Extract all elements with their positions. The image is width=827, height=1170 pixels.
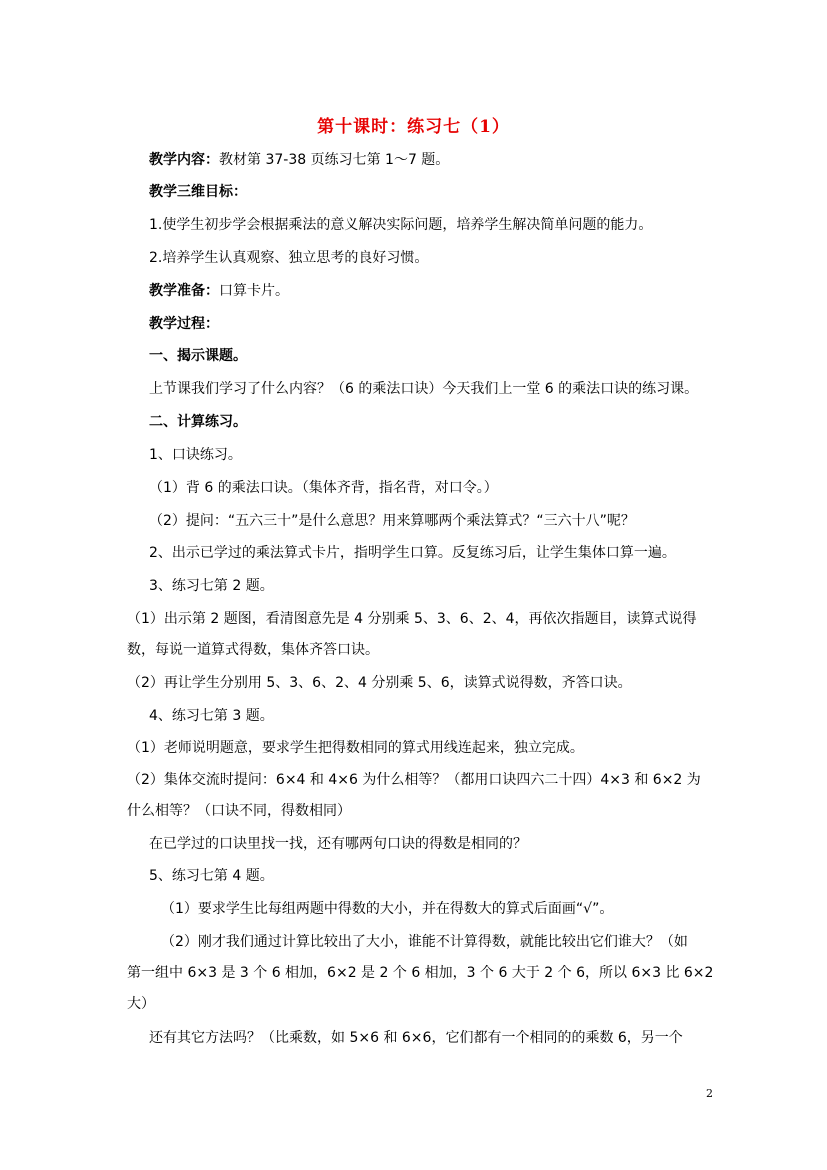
prep-text: 口算卡片。 <box>219 283 289 299</box>
item-4b-line-1: （2）集体交流时提问：6×4 和 4×6 为什么相等？（都用口诀四六二十四）4×3 和 6×2 为 <box>127 772 701 788</box>
item-1a: （1）背 6 的乘法口诀。（集体齐背，指名背，对口令。） <box>149 480 498 496</box>
prep-row <box>149 281 289 301</box>
item-4b-line-2: 什么相等？（口诀不同，得数相同） <box>127 803 351 819</box>
section-1-text: 上节课我们学习了什么内容？（6 的乘法口诀）今天我们上一堂 6 的乘法口诀的练习课。 <box>149 381 699 397</box>
item-5b-line-2: 第一组中 6×3 是 3 个 6 相加，6×2 是 2 个 6 相加，3 个 6 大于 2 个 6，所以 6×3 比 6×2 <box>127 965 714 981</box>
goal-1: 1.使学生初步学会根据乘法的意义解决实际问题，培养学生解决简单问题的能力。 <box>149 217 653 233</box>
content-label: 教学内容： <box>149 152 219 168</box>
page-number: 2 <box>706 1087 713 1100</box>
goal-2: 2.培养学生认真观察、独立思考的良好习惯。 <box>149 250 429 266</box>
item-1b: （2）提问：“五六三十”是什么意思？用来算哪两个乘法算式？“三六十八”呢？ <box>149 513 635 529</box>
item-2: 2、出示已学过的乘法算式卡片，指明学生口算。反复练习后，让学生集体口算一遍。 <box>149 545 676 561</box>
section-2-title: 二、计算练习。 <box>149 414 247 430</box>
section-1-title: 一、揭示课题。 <box>149 348 247 364</box>
item-4a: （1）老师说明题意，要求学生把得数相同的算式用线连起来，独立完成。 <box>127 740 584 756</box>
item-5b-line-1: （2）刚才我们通过计算比较出了大小，谁能不计算得数，就能比较出它们谁大？（如 <box>161 934 688 950</box>
content-text: 教材第 37-38 页练习七第 1～7 题。 <box>219 152 450 168</box>
item-1: 1、口诀练习。 <box>149 447 242 463</box>
item-5a: （1）要求学生比每组两题中得数的大小，并在得数大的算式后面画“√”。 <box>161 901 614 917</box>
item-4c: 在已学过的口诀里找一找，还有哪两句口诀的得数是相同的？ <box>149 836 527 852</box>
item-3: 3、练习七第 2 题。 <box>149 578 274 594</box>
item-3a-line-2: 数，每说一道算式得数，集体齐答口诀。 <box>127 642 379 658</box>
item-3a-line-1: （1）出示第 2 题图，看清图意先是 4 分别乘 5、3、6、2、4，再依次指题目，读算式说得 <box>127 611 697 627</box>
lesson-title: 第十课时：练习七（1） <box>317 117 510 137</box>
item-4: 4、练习七第 3 题。 <box>149 708 274 724</box>
goals-label: 教学三维目标： <box>149 184 247 200</box>
prep-label: 教学准备： <box>149 283 219 299</box>
item-5b-line-3: 大） <box>127 996 155 1012</box>
item-3b: （2）再让学生分别用 5、3、6、2、4 分别乘 5、6，读算式说得数，齐答口诀。 <box>127 675 632 691</box>
content-row <box>149 150 449 170</box>
item-5c: 还有其它方法吗？（比乘数，如 5×6 和 6×6，它们都有一个相同的的乘数 6，另一个 <box>149 1030 683 1046</box>
item-5: 5、练习七第 4 题。 <box>149 868 274 884</box>
process-label: 教学过程： <box>149 316 219 332</box>
